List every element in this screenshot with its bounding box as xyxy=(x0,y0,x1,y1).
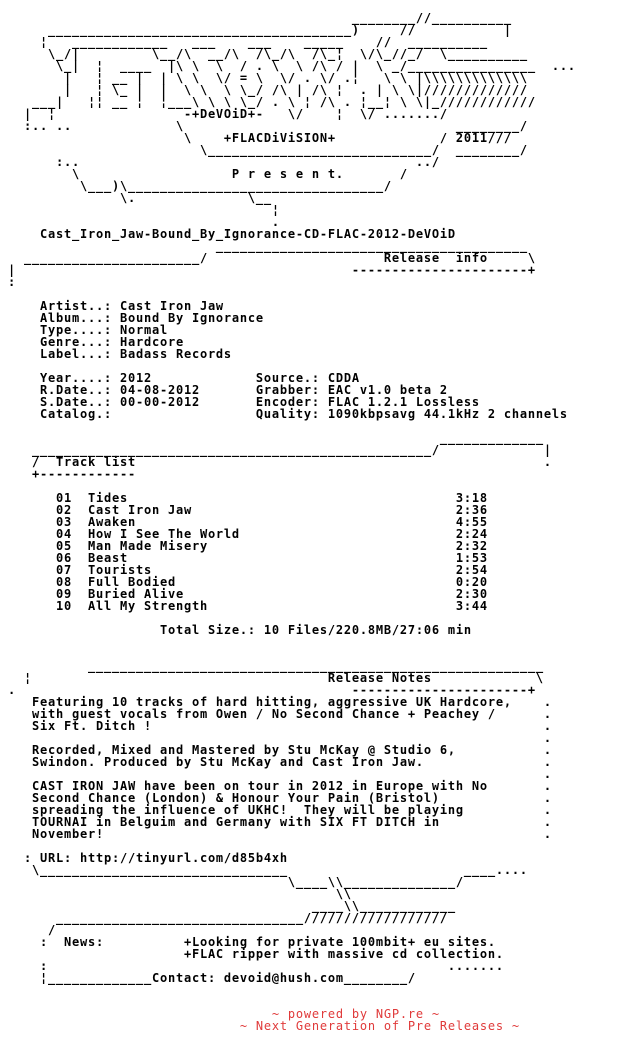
nfo-line: \____________________________/ ________/ xyxy=(0,143,528,157)
nfo-line: . ----------------------+ xyxy=(0,683,536,697)
nfo-line: \ P r e s e n t. / xyxy=(0,167,408,181)
nfo-line: \___)\________________________________/ xyxy=(0,179,392,193)
release-info-section xyxy=(0,240,576,420)
nfo-line: 02 Cast Iron Jaw 2:36 xyxy=(0,503,488,517)
nfo-line: November! . xyxy=(0,827,552,841)
nfo-line: 10 All My Strength 3:44 xyxy=(0,599,488,613)
nfo-line: 06 Beast 1:53 xyxy=(0,551,488,565)
nfo-line: : ....... xyxy=(0,959,504,973)
nfo-line: 07 Tourists 2:54 xyxy=(0,563,488,577)
nfo-line: Type....: Normal xyxy=(0,323,168,337)
nfo-line xyxy=(0,636,576,648)
nfo-line: ________//__________ xyxy=(0,11,512,25)
nfo-line: : News: +Looking for private 100mbit+ eu sites. xyxy=(0,935,496,949)
nfo-line: . xyxy=(0,731,552,745)
nfo-line: ¦_____________Contact: devoid@hush.com________/ xyxy=(0,971,416,985)
nfo-line: Year....: 2012 Source.: CDDA xyxy=(0,371,360,385)
nfo-line: +------------ xyxy=(0,467,136,481)
nfo-line: : URL: http://tinyurl.com/d85b4xh xyxy=(0,851,288,865)
nfo-line: \ +FLACDiViSION+ / 2011/// xyxy=(0,131,512,145)
nfo-line: with guest vocals from Owen / No Second Chance + Peachey / . xyxy=(0,707,552,721)
nfo-line: / Track list . xyxy=(0,455,552,469)
nfo-line xyxy=(0,984,576,996)
nfo-line: . xyxy=(0,767,552,781)
nfo-line: R.Date..: 04-08-2012 Grabber: EAC v1.0 beta 2 xyxy=(0,383,448,397)
nfo-line: : xyxy=(0,275,16,289)
footer-news-section xyxy=(0,864,576,984)
nfo-line: \____\\______________/ xyxy=(0,875,464,889)
nfo-line: Featuring 10 tracks of hard hitting, aggressive UK Hardcore, . xyxy=(0,695,552,709)
nfo-line: ¦ Release Notes \ xyxy=(0,671,544,685)
nfo-line: 08 Full Bodied 0:20 xyxy=(0,575,488,589)
nfo-line: \_______________________________ ____.... xyxy=(0,863,528,877)
nfo-line: __________________________________________________/ | xyxy=(0,443,552,457)
nfo-line: Album...: Bound By Ignorance xyxy=(0,311,264,325)
nfo-line: +FLAC ripper with massive cd collection. xyxy=(0,947,504,961)
nfo-line: ______________________________________) // | xyxy=(0,23,512,37)
nfo-line: Cast_Iron_Jaw-Bound_By_Ignorance-CD-FLAC-2012-DeVOiD xyxy=(0,227,456,241)
nfo-line: :.. .. \ ________/ xyxy=(0,119,528,133)
nfo-line: Recorded, Mixed and Mastered by Stu McKay @ Studio 6, . xyxy=(0,743,552,757)
nfo-line: \\ xyxy=(0,887,352,901)
nfo-line: | ¦ \_ | | \ \ \ \_/ /\ | /\ ¦ . | \ \|///////////// xyxy=(0,83,528,97)
nfo-line: S.Date..: 00-00-2012 Encoder: FLAC 1.2.1 Lossless xyxy=(0,395,480,409)
tracklist-section xyxy=(0,420,576,648)
nfo-line: ¦ ____________ ___ ___ _____ // __________ xyxy=(0,35,488,49)
nfo-line: Six Ft. Ditch ! . xyxy=(0,719,552,733)
nfo-line: \_| ¦ ____ |\ \ \ / . \ \ /\ / | \ _/________________ ... xyxy=(0,59,576,73)
nfo-line: Catalog.: Quality: 1090kbpsavg 44.1kHz 2 channels xyxy=(0,407,568,421)
nfo-line: CAST IRON JAW have been on tour in 2012 in Europe with No . xyxy=(0,779,552,793)
nfo-line: Total Size.: 10 Files/220.8MB/27:06 min xyxy=(0,623,472,637)
nfo-line: Second Chance (London) & Honour Your Pain (Bristol) . xyxy=(0,791,552,805)
nfo-line: spreading the influence of UKHC! They will be playing . xyxy=(0,803,552,817)
nfo-line: ¦ xyxy=(0,203,280,217)
ngp-credits-section xyxy=(0,984,576,1056)
nfo-line: _________________________________________________________ xyxy=(0,659,544,673)
nfo-line: \. \__ xyxy=(0,191,272,205)
nfo-line: \_/| \__/\ __/\ /\_/\ /\_¦ \/\_//_/ \__________ xyxy=(0,47,528,61)
nfo-line: ______________________/ Release info \ xyxy=(0,251,536,265)
nfo-line: / xyxy=(0,923,56,937)
nfo-line: 09 Buried Alive 2:30 xyxy=(0,587,488,601)
nfo-line xyxy=(0,1032,576,1044)
nfo-line: . xyxy=(0,215,280,229)
nfo-line: 01 Tides 3:18 xyxy=(0,491,488,505)
nfo-line: TOURNAI in Belguim and Germany with SIX FT DITCH in . xyxy=(0,815,552,829)
nfo-line: | ¦ -+DeVOiD+- \/ ¦ \/ ......./ xyxy=(0,107,448,121)
nfo-line: 04 How I See The World 2:24 xyxy=(0,527,488,541)
nfo-line: _____________ xyxy=(0,431,544,445)
nfo-line: :.. ../ xyxy=(0,155,440,169)
nfo-line: | ----------------------+ xyxy=(0,263,536,277)
nfo-line: | ¦ __ | | \ \ \/ = \ \/ . \/ .¦ \ \ |\\\\\\\\\\\\\ xyxy=(0,71,528,85)
nfo-line: _______________________________////////////////// xyxy=(0,911,448,925)
ascii-logo-header xyxy=(0,0,576,228)
ngp-credit-line: ~ powered by NGP.re ~ xyxy=(0,1007,440,1021)
nfo-line: ____\\____________ xyxy=(0,899,456,913)
nfo-line: Label...: Badass Records xyxy=(0,347,232,361)
nfo-line xyxy=(0,1044,576,1056)
nfo-line: Genre...: Hardcore xyxy=(0,335,184,349)
nfo-line: ___| ¦¦ __ ¦ ¦___\ \ \ \_/ . \ ¦ /\ . ¦__¦ \ \|_//////////// xyxy=(0,95,536,109)
nfo-line: Artist..: Cast Iron Jaw xyxy=(0,299,224,313)
nfo-line: 03 Awaken 4:55 xyxy=(0,515,488,529)
nfo-line: _______________________________________ xyxy=(0,239,528,253)
release-notes-section xyxy=(0,648,576,864)
nfo-line: Swindon. Produced by Stu McKay and Cast Iron Jaw. . xyxy=(0,755,552,769)
ngp-credit-line: ~ Next Generation of Pre Releases ~ xyxy=(0,1019,520,1033)
nfo-line: 05 Man Made Misery 2:32 xyxy=(0,539,488,553)
